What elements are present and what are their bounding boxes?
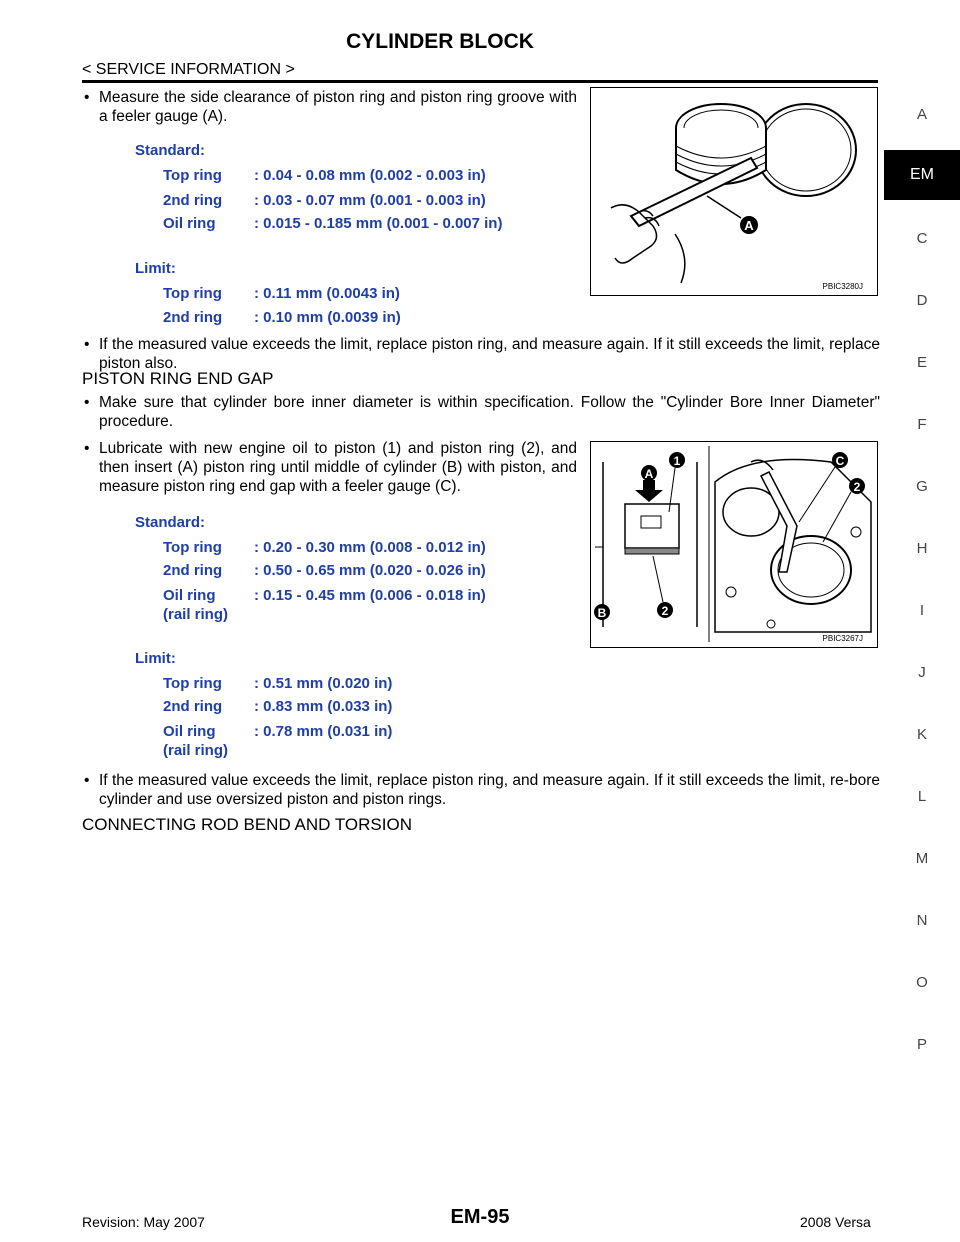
spec-ring-value: : 0.20 - 0.30 mm (0.008 - 0.012 in) — [254, 539, 486, 556]
bullet-dot: • — [84, 440, 90, 457]
limit-label: Limit: — [135, 650, 176, 667]
end-gap-illustration — [591, 442, 877, 647]
figure-side-clearance — [590, 87, 878, 296]
spec-ring-name: Oil ring — [163, 587, 216, 604]
callout-c: C — [835, 454, 845, 468]
spec-ring-name: 2nd ring — [163, 309, 223, 326]
sidebar-tab[interactable]: K — [916, 726, 927, 743]
header-rule — [82, 80, 878, 83]
sidebar-tab[interactable]: J — [918, 664, 926, 681]
bullet-dot: • — [84, 336, 90, 353]
spec-ring-value: : 0.50 - 0.65 mm (0.020 - 0.026 in) — [254, 562, 486, 579]
spec-ring-name: 2nd ring — [163, 698, 223, 715]
standard-label: Standard: — [135, 142, 206, 159]
bullet-text: Make sure that cylinder bore inner diameter is within specification. Follow the "Cylinder Bore Inner Diameter" procedure. — [99, 394, 880, 430]
figure-code: PBIC3267J — [822, 634, 863, 643]
spec-ring-value: : 0.015 - 0.185 mm (0.001 - 0.007 in) — [254, 215, 503, 232]
bullet-dot: • — [84, 772, 90, 789]
standard-label: Standard: — [135, 514, 206, 531]
spec-ring-name: Top ring — [163, 167, 222, 184]
bullet-text: Measure the side clearance of piston ring and piston ring groove with a feeler gauge (A). — [99, 89, 577, 125]
spec-ring-value: : 0.03 - 0.07 mm (0.001 - 0.003 in) — [254, 192, 486, 209]
spec-ring-value: : 0.78 mm (0.031 in) — [254, 723, 393, 740]
spec-ring-value: : 0.04 - 0.08 mm (0.002 - 0.003 in) — [254, 167, 486, 184]
end-gap-bullet-1 — [84, 393, 880, 431]
spec-ring-name: Top ring — [163, 539, 222, 556]
spec-ring-value: : 0.10 mm (0.0039 in) — [254, 309, 401, 326]
callout-b: B — [597, 606, 607, 620]
spec-ring-name: 2nd ring — [163, 562, 223, 579]
bullet-dot: • — [84, 394, 90, 411]
sidebar-tab[interactable]: M — [915, 850, 929, 867]
page-number: EM-95 — [450, 1206, 510, 1228]
callout-2-right: 2 — [853, 480, 861, 494]
sidebar-tab[interactable]: I — [919, 602, 925, 619]
spec-ring-name: Top ring — [163, 285, 222, 302]
sidebar-tab-active[interactable]: EM — [884, 150, 960, 200]
callout-2: 2 — [661, 604, 669, 618]
spec-ring-value: : 0.83 mm (0.033 in) — [254, 698, 393, 715]
end-gap-exceed-bullet — [84, 771, 880, 809]
piston-feeler-gauge-illustration — [591, 88, 877, 295]
sidebar-tab[interactable]: P — [916, 1036, 927, 1053]
callout-1: 1 — [673, 454, 681, 468]
sidebar-tab[interactable]: O — [916, 974, 928, 991]
bullet-text: If the measured value exceeds the limit, replace piston ring, and measure again. If it still exceeds the limit, replace piston also. — [99, 336, 880, 372]
side-clearance-exceed-bullet — [84, 335, 880, 373]
sidebar-tab[interactable]: L — [917, 788, 927, 805]
spec-ring-name: Oil ring — [163, 723, 216, 740]
revision-date: Revision: May 2007 — [82, 1214, 205, 1230]
callout-a: A — [644, 467, 654, 481]
spec-ring-name-sub: (rail ring) — [163, 742, 229, 759]
spec-ring-name: Top ring — [163, 675, 222, 692]
vehicle-model: 2008 Versa — [800, 1214, 871, 1230]
spec-ring-name-sub: (rail ring) — [163, 606, 229, 623]
figure-code: PBIC3280J — [822, 282, 863, 291]
spec-ring-value: : 0.11 mm (0.0043 in) — [254, 285, 400, 302]
bullet-text: Lubricate with new engine oil to piston (1) and piston ring (2), and then insert (A) piston ring until middle of cylinder (B) with piston, and measure piston ring end gap with a feeler gauge (C). — [99, 440, 577, 495]
callout-a: A — [744, 218, 754, 233]
spec-ring-value: : 0.51 mm (0.020 in) — [254, 675, 393, 692]
sidebar-tab[interactable]: D — [916, 292, 928, 309]
sidebar-tab[interactable]: N — [916, 912, 928, 929]
bullet-text: If the measured value exceeds the limit, replace piston ring, and measure again. If it still exceeds the limit, re-bore cylinder and use oversized piston and piston rings. — [99, 772, 880, 808]
figure-end-gap — [590, 441, 878, 648]
bullet-dot: • — [84, 89, 90, 106]
end-gap-bullet-2 — [84, 439, 577, 496]
side-clearance-bullet — [84, 88, 577, 126]
sidebar-tab[interactable]: G — [916, 478, 928, 495]
section-heading-end-gap: PISTON RING END GAP — [82, 369, 274, 388]
sidebar-tab[interactable]: A — [916, 106, 927, 123]
limit-label: Limit: — [135, 260, 176, 277]
sidebar-tab[interactable]: C — [916, 230, 928, 247]
sidebar-tab[interactable]: H — [916, 540, 928, 557]
spec-ring-value: : 0.15 - 0.45 mm (0.006 - 0.018 in) — [254, 587, 486, 604]
sidebar-tab[interactable]: E — [916, 354, 927, 371]
section-label: < SERVICE INFORMATION > — [82, 61, 295, 78]
spec-ring-name: Oil ring — [163, 215, 216, 232]
section-heading-connecting-rod: CONNECTING ROD BEND AND TORSION — [82, 815, 412, 834]
page-title: CYLINDER BLOCK — [346, 30, 534, 53]
sidebar-tab[interactable]: F — [917, 416, 927, 433]
spec-ring-name: 2nd ring — [163, 192, 223, 209]
